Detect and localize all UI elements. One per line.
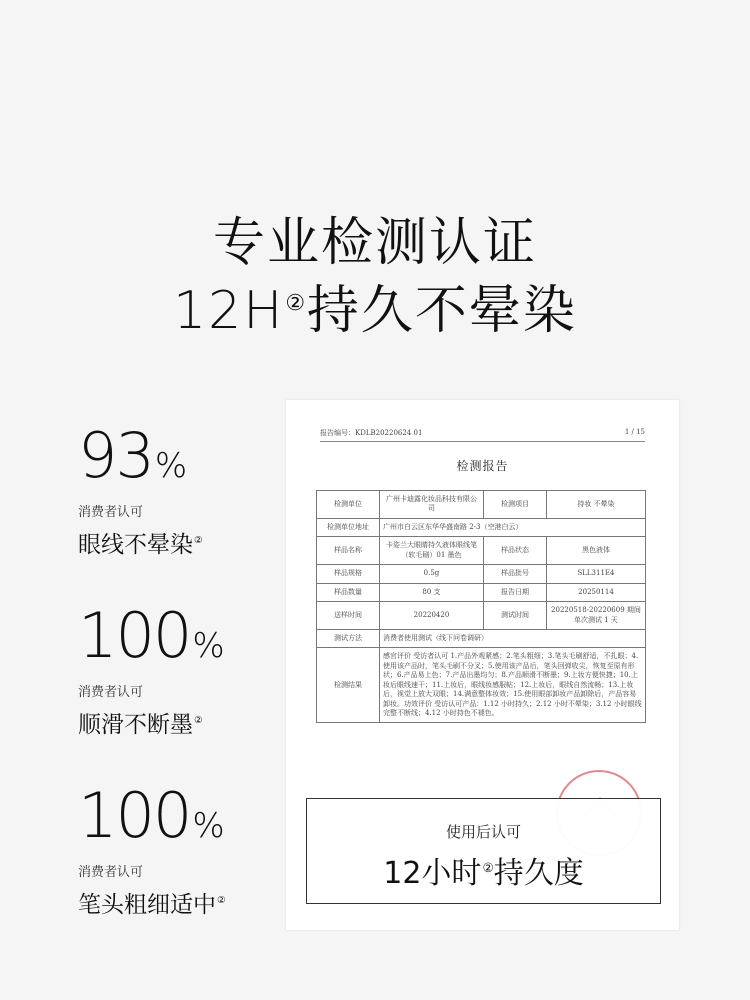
stat-item	[78, 419, 203, 559]
table-row: 检测单位 广州卡迪露化妆品科技有限公司 检测项目 持妆 不晕染	[317, 491, 646, 519]
stat-subtitle: 消费者认可	[78, 865, 144, 880]
report-header	[320, 428, 645, 442]
report-number: 报告编号：KDLB20220624 01	[320, 429, 423, 437]
table-row: 检测单位地址 广州市白云区东华华盛南路 2-3（空港白云）	[317, 518, 646, 536]
stat-claim: 顺滑不断墨②	[78, 712, 203, 738]
stat-number: 100%	[78, 779, 225, 852]
table-row: 测试方法 消费者使用测试（线下问卷调研）	[317, 629, 646, 647]
stat-claim: 笔头粗细适中②	[78, 892, 226, 918]
badge-title: 12小时②持久度	[383, 856, 584, 891]
report-page: 1 / 15	[624, 428, 645, 436]
table-row: 送样时间 20220420 测试时间 20220518-20220609 期间单次测试 1 天	[317, 602, 646, 630]
stat-item	[78, 779, 226, 919]
table-row: 样品名称 卡姿兰大眼睛持久液体眼线笔（软毛刷）01 墨色 样品状态 黑色液体	[317, 537, 646, 565]
headline-prefix: 12H	[173, 281, 285, 341]
table-row: 样品数量 80 支 报告日期 20250114	[317, 583, 646, 601]
stat-item	[78, 599, 225, 739]
stat-number: 93%	[78, 419, 188, 492]
badge-subtitle: 使用后认可	[445, 823, 521, 841]
report-title: 检测报告	[456, 459, 509, 473]
stat-number: 100%	[78, 599, 225, 672]
certification-badge	[306, 798, 661, 904]
report-table	[316, 490, 646, 723]
footnote-mark: ②	[285, 290, 307, 316]
stat-subtitle: 消费者认可	[78, 505, 144, 520]
table-row: 检测结果 感官评价 受访者认可 1.产品外观紧感；2.笔头粗细；3.笔头毛刷舒适，不扎眼；4.使用该产品时，笔头毛刷不分叉；5.使用该产品后，笔头回弹收尖，恢复至原有形状；6.产品易上色；7.产品出墨均匀；8.产品顺滑不断墨；9.上妆方便快捷；10.上妆后眼线速干；11.上妆后，眼线妆感服帖；12.上妆后，眼线自然流畅；13.上妆后，视觉上放大双眼；14.满意整体妆效；15.使用眼部卸妆产品卸除后，产品容易卸妆。功效评价 受访认可产品：1.12 小时持久；2.12 小时不晕染；3.12 小时眼线完整不断线；4.12 小时持色不褪色。	[317, 648, 646, 723]
headline-line-1: 专业检测认证	[212, 213, 537, 273]
stat-subtitle: 消费者认可	[78, 685, 144, 700]
table-row: 样品规格 0.5g 样品批号 SLL311E4	[317, 565, 646, 583]
stat-claim: 眼线不晕染②	[78, 532, 203, 558]
headline-line-2	[0, 268, 750, 343]
headline-suffix: 持久不晕染	[306, 281, 577, 341]
